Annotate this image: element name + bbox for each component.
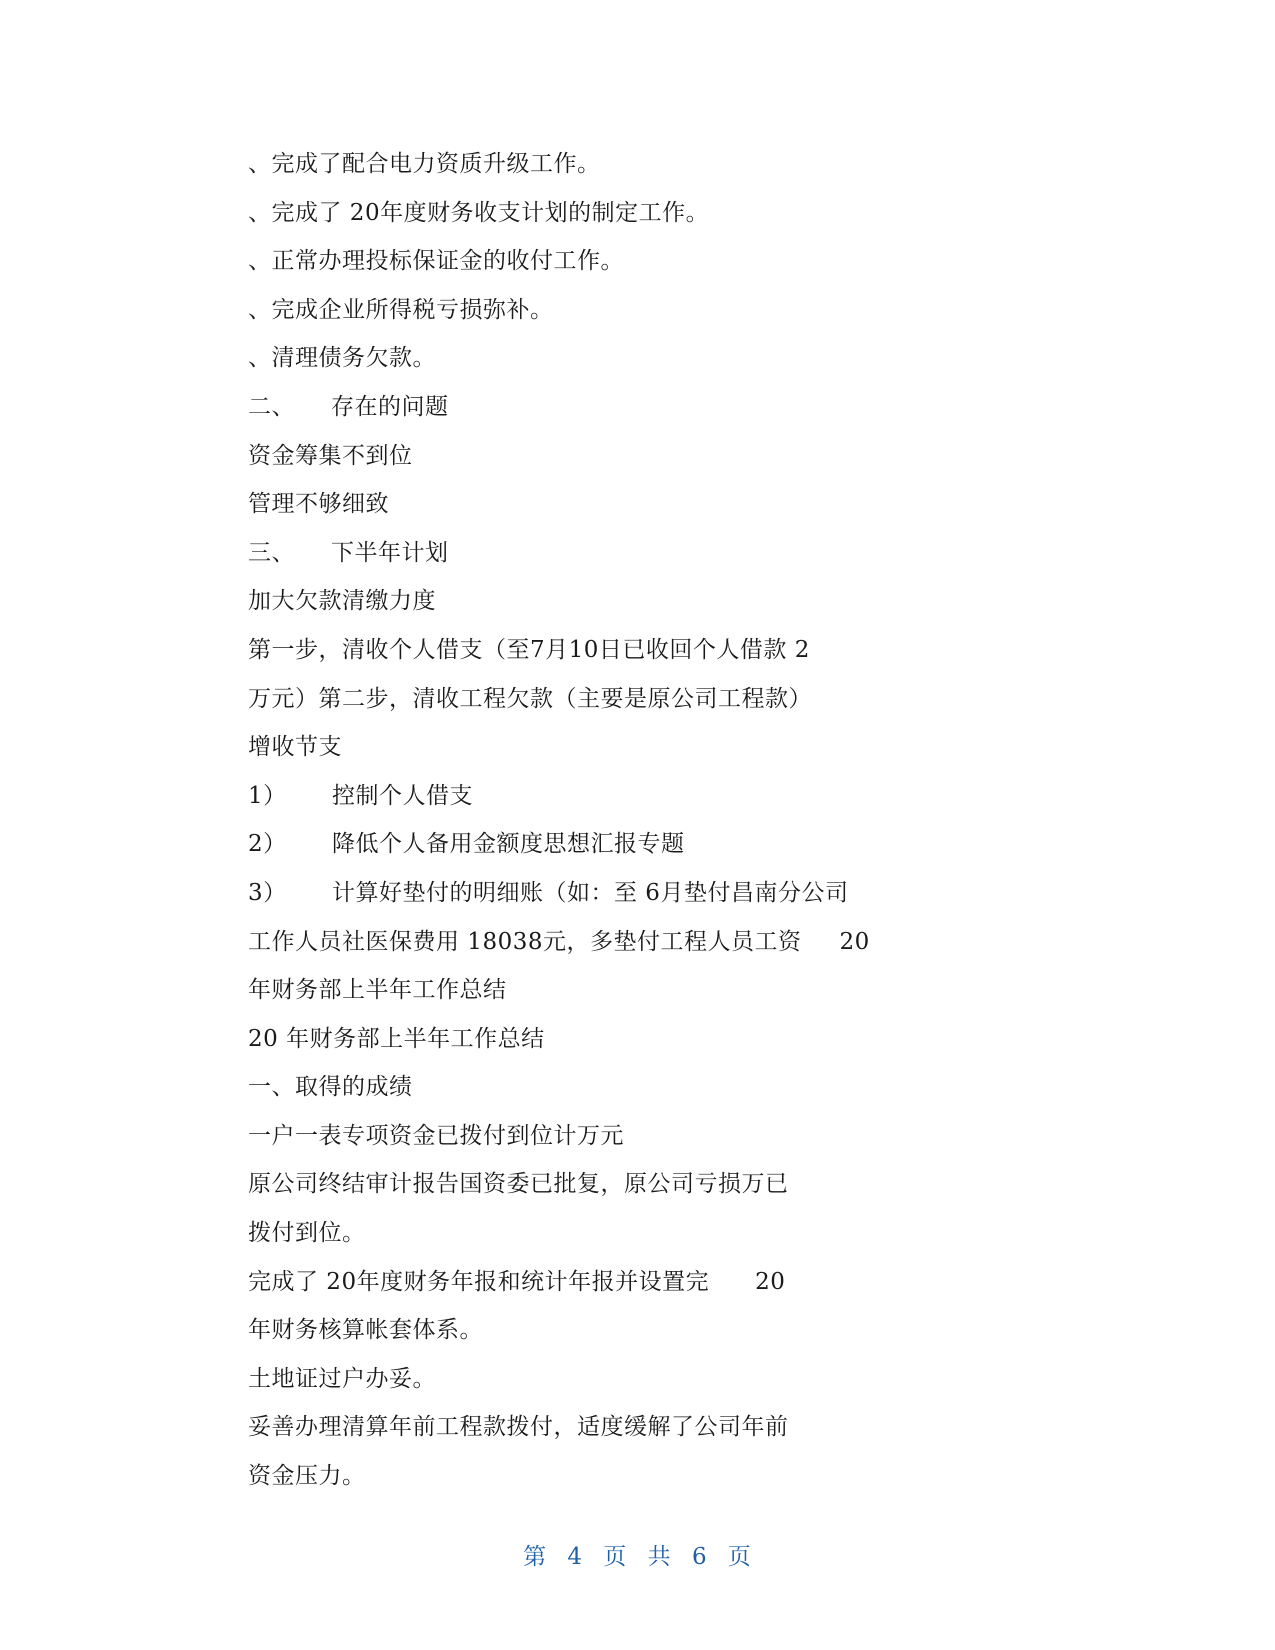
section-heading bbox=[248, 1069, 948, 1118]
line-text: 年财务核算帐套体系。 bbox=[248, 1317, 483, 1344]
list-text: 计算好垫付的明细账（如：至 6月垫付昌南分公司 bbox=[332, 879, 849, 906]
text-line bbox=[248, 340, 948, 389]
text-line bbox=[248, 729, 948, 778]
line-text: 妥善办理清算年前工程款拨付，适度缓解了公司年前 bbox=[248, 1414, 789, 1441]
line-text-tail: 20 bbox=[755, 1268, 786, 1295]
text-line bbox=[248, 1166, 948, 1215]
line-text: 资金压力。 bbox=[248, 1463, 366, 1490]
text-line bbox=[248, 632, 948, 681]
line-text: 拨付到位。 bbox=[248, 1220, 366, 1247]
list-text: 降低个人备用金额度思想汇报专题 bbox=[332, 831, 685, 858]
text-line bbox=[248, 1215, 948, 1264]
section-number: 二、 bbox=[248, 393, 295, 420]
current-page-number: 4 bbox=[567, 1544, 584, 1570]
line-text: 增收节支 bbox=[248, 734, 342, 761]
line-text: 、完成了配合电力资质升级工作。 bbox=[248, 151, 601, 177]
line-text: 工作人员社医保费用 18038元，多垫付工程人员工资 bbox=[248, 928, 802, 955]
page-footer bbox=[0, 1538, 1275, 1571]
document-body bbox=[248, 146, 948, 1507]
section-heading bbox=[248, 389, 948, 438]
text-line bbox=[248, 1264, 948, 1313]
line-text: 一户一表专项资金已拨付到位计万元 bbox=[248, 1122, 624, 1149]
line-text: 资金筹集不到位 bbox=[248, 442, 413, 469]
line-text: 第一步，清收个人借支（至7月10日已收回个人借款 2 bbox=[248, 636, 810, 663]
footer-label: 第 bbox=[523, 1544, 548, 1570]
section-title: 存在的问题 bbox=[331, 393, 449, 420]
footer-label: 页 bbox=[727, 1544, 752, 1570]
line-text-tail: 20 bbox=[839, 928, 870, 955]
text-line bbox=[248, 486, 948, 535]
text-line bbox=[248, 146, 948, 195]
text-line bbox=[248, 243, 948, 292]
line-text: 万元）第二步，清收工程欠款（主要是原公司工程款） bbox=[248, 685, 812, 712]
section-number: 三、 bbox=[248, 539, 295, 566]
line-text: 加大欠款清缴力度 bbox=[248, 588, 436, 615]
text-line bbox=[248, 1118, 948, 1167]
line-text: 、正常办理投标保证金的收付工作。 bbox=[248, 248, 624, 275]
line-text: 、清理债务欠款。 bbox=[248, 345, 436, 372]
text-line bbox=[248, 583, 948, 632]
list-item bbox=[248, 875, 948, 924]
text-line bbox=[248, 1458, 948, 1507]
text-line bbox=[248, 924, 948, 973]
line-text: 、完成了 20年度财务收支计划的制定工作。 bbox=[248, 199, 710, 226]
text-line bbox=[248, 681, 948, 730]
line-text: 土地证过户办妥。 bbox=[248, 1365, 436, 1392]
list-number: 2） bbox=[248, 831, 287, 858]
text-line bbox=[248, 1021, 948, 1070]
footer-label: 共 bbox=[647, 1544, 672, 1570]
footer-label: 页 bbox=[603, 1544, 628, 1570]
list-item bbox=[248, 778, 948, 827]
list-text: 控制个人借支 bbox=[332, 782, 473, 809]
line-text: 一、取得的成绩 bbox=[248, 1074, 413, 1101]
line-text: 管理不够细致 bbox=[248, 491, 389, 518]
text-line bbox=[248, 1312, 948, 1361]
text-line bbox=[248, 195, 948, 244]
list-number: 3） bbox=[248, 879, 287, 906]
section-title: 下半年计划 bbox=[331, 539, 449, 566]
text-line bbox=[248, 438, 948, 487]
text-line bbox=[248, 292, 948, 341]
text-line bbox=[248, 1409, 948, 1458]
line-text: 原公司终结审计报告国资委已批复，原公司亏损万已 bbox=[248, 1171, 789, 1198]
line-text: 年财务部上半年工作总结 bbox=[248, 977, 507, 1004]
total-page-count: 6 bbox=[691, 1544, 708, 1570]
line-text: 、完成企业所得税亏损弥补。 bbox=[248, 296, 554, 323]
line-text: 完成了 20年度财务年报和统计年报并设置完 bbox=[248, 1268, 710, 1295]
line-text: 20 年财务部上半年工作总结 bbox=[248, 1025, 545, 1052]
list-number: 1） bbox=[248, 782, 287, 809]
list-item bbox=[248, 826, 948, 875]
section-heading bbox=[248, 535, 948, 584]
text-line bbox=[248, 972, 948, 1021]
text-line bbox=[248, 1361, 948, 1410]
